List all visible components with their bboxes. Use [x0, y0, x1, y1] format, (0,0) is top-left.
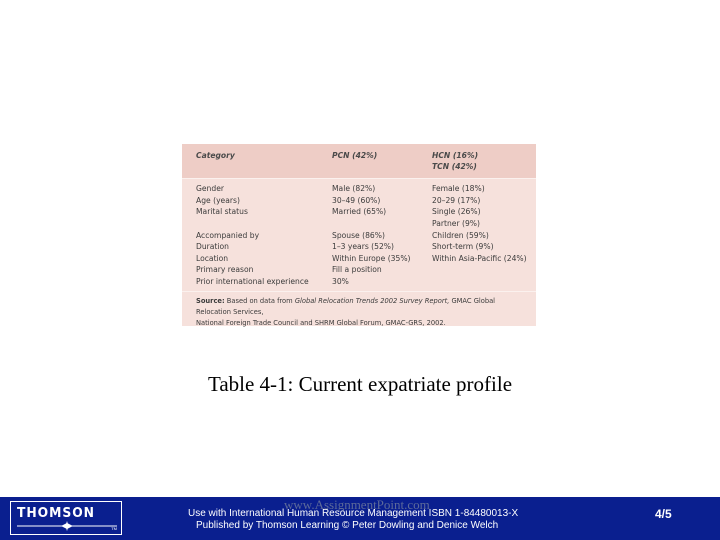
table-row: Partner (9%) — [432, 218, 480, 228]
trademark-mark: TM — [111, 526, 117, 531]
thomson-logo — [10, 501, 122, 535]
table-row: Duration 1–3 years (52%) Short-term (9%) — [196, 242, 494, 251]
table-row: Location Within Europe (35%) Within Asia-Pacific (24%) — [196, 253, 527, 263]
table-row: Age (years) 30–49 (60%) 20–29 (17%) — [196, 195, 481, 205]
expatriate-profile-table — [182, 144, 536, 326]
footer-bar — [0, 497, 720, 540]
slide-caption: Table 4-1: Current expatriate profile — [207, 372, 513, 396]
source-divider — [182, 291, 536, 292]
table-row: Prior international experience 30% — [196, 276, 349, 286]
source-title: Global Relocation Trends 2002 Survey Report, — [294, 297, 450, 305]
table-row: Accompanied by Spouse (86%) Children (59%) — [196, 230, 489, 240]
footer-usage-line: Use with International Human Resource Management ISBN 1-84480013-X — [188, 508, 519, 519]
table-row: Primary reason Fill a position — [196, 265, 382, 274]
table-source-note: Source: Based on data from Global Relocation Trends 2002 Survey Report, GMAC Global Relocation Services, National Foreign Trade Council and SHRM Global Forum, GMAC-GRS, 2002. — [196, 297, 496, 327]
logo-wordmark: THOMSON — [17, 506, 95, 521]
header-pcn: PCN (42%) — [332, 151, 378, 160]
table-row: Gender Male (82%) Female (18%) — [196, 184, 485, 193]
header-tcn: TCN (42%) — [432, 162, 477, 171]
table-row: Marital status Married (65%) Single (26%) — [196, 207, 481, 216]
watermark-text: www.AssignmentPoint.com — [284, 497, 430, 512]
header-divider — [182, 178, 536, 179]
page-number: 4/5 — [655, 507, 672, 521]
header-hcn: HCN (16%) — [432, 151, 479, 160]
star-line-icon — [11, 521, 123, 531]
footer-publisher-line: Published by Thomson Learning © Peter Dowling and Denice Welch — [196, 520, 499, 531]
source-label: Source: — [196, 297, 225, 305]
header-category: Category — [196, 151, 235, 160]
